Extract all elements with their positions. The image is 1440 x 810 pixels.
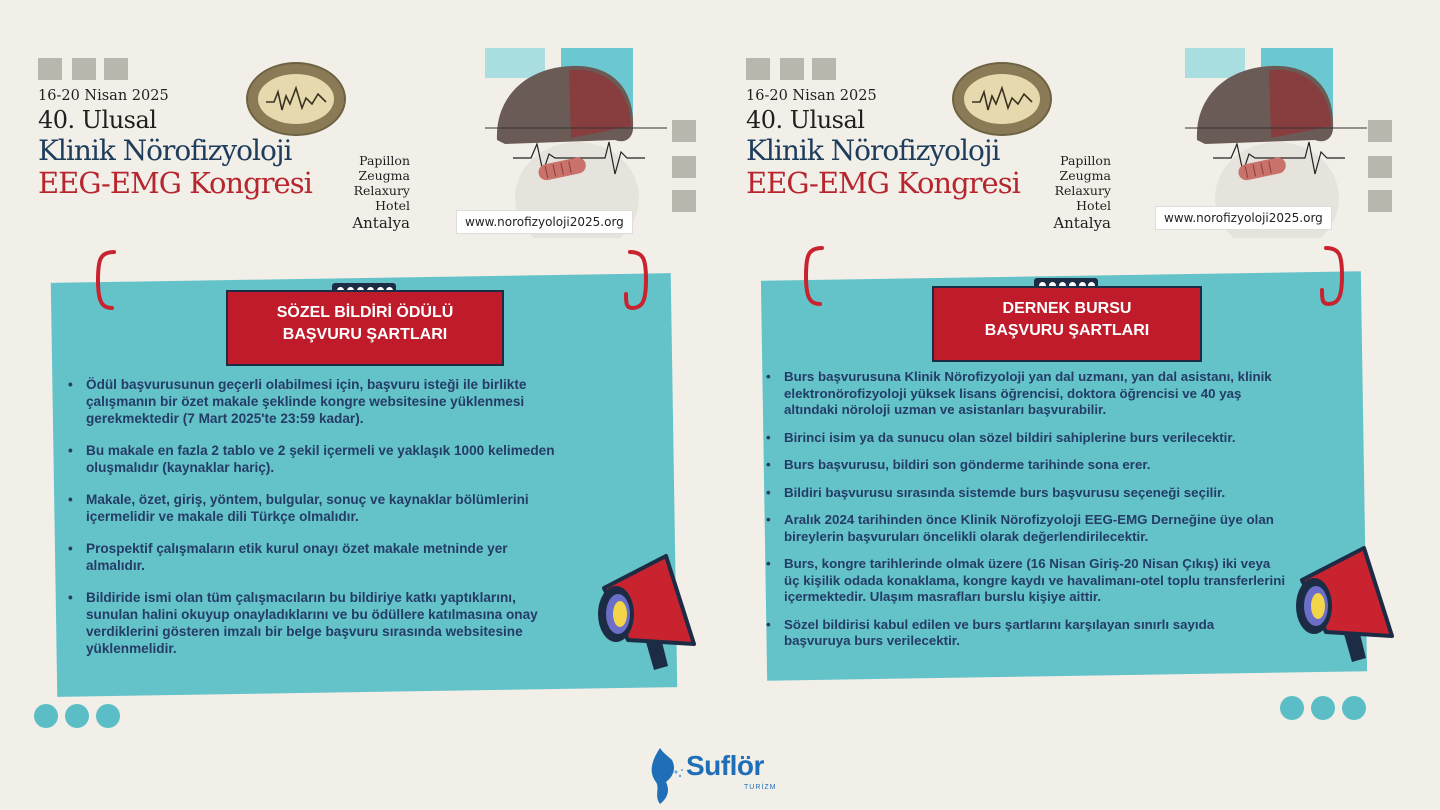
congress-title-line2: EEG-EMG Kongresi [746, 166, 1020, 200]
congress-edition: 40. Ulusal [746, 106, 865, 134]
website-url[interactable]: www.norofizyoloji2025.org [1155, 206, 1332, 230]
decor-square [104, 58, 128, 80]
list-item: • Bildiride ismi olan tüm çalışmacıların bu bildiriye katkı yaptıklarını, sunulan halini okuyup onayladıklarını ve bu ödüllere katılmasına onay verdiklerini gösteren imzalı bir belge başvuru sırasında websitesine yüklenmelidir. [68, 589, 568, 657]
paper-clip-icon [800, 242, 832, 310]
decor-dots [1280, 696, 1373, 724]
eeg-wave-icon [258, 74, 334, 124]
decor-dot [1280, 696, 1304, 720]
decor-square [672, 190, 696, 212]
decor-dot [34, 704, 58, 728]
paper-clip-icon [620, 246, 652, 314]
venue-city: Antalya [352, 214, 410, 232]
congress-title-line1: Klinik Nörofizyoloji [38, 134, 292, 167]
congress-title-line2: EEG-EMG Kongresi [38, 166, 312, 200]
left-panel [0, 0, 720, 740]
decor-dot [1342, 696, 1366, 720]
list-item: • Burs başvurusuna Klinik Nörofizyoloji yan dal uzmanı, yan dal asistanı, klinik elektronörofizyoloji yüksek lisans öğrencisi, doktora öğrencisi ve 40 yaş altındaki nöroloji uzman ve asistanları başvurabilir. [766, 369, 1286, 419]
venue-line: Relaxury [1054, 183, 1111, 198]
list-item: • Prospektif çalışmaların etik kurul onayı özet makale metninde yer almalıdır. [68, 540, 568, 574]
list-item: • Bu makale en fazla 2 tablo ve 2 şekil içermeli ve yaklaşık 1000 kelimeden oluşmalıdır (kaynaklar hariç). [68, 442, 598, 476]
megaphone-icon [1292, 540, 1402, 670]
association-logo [246, 62, 346, 136]
scholarship-requirements [766, 369, 1286, 650]
award-requirements [68, 376, 598, 657]
decor-square [746, 58, 770, 80]
association-logo-inner [964, 74, 1040, 124]
decor-square [72, 58, 96, 80]
decor-square [672, 120, 696, 142]
list-item: • Ödül başvurusunun geçerli olabilmesi için, başvuru isteği ile birlikte çalışmanın bir özet makale şeklinde kongre websitesine yüklenmesi gerekmektedir (7 Mart 2025'te 23:59 kadar). [68, 376, 598, 427]
venue-line: Hotel [375, 198, 410, 213]
venue-block [1031, 153, 1111, 231]
list-item: • Aralık 2024 tarihinden önce Klinik Nörofizyoloji EEG-EMG Derneğine üye olan bireylerin başvuruları öncelikli olarak değerlendirilecektir. [766, 512, 1286, 545]
venue-line: Papillon [359, 153, 410, 168]
award-title-line2: BAŞVURU ŞARTLARI [282, 326, 448, 343]
list-item: • Bildiri başvurusu sırasında sistemde burs başvurusu seçeneği seçilir. [766, 485, 1286, 502]
list-item: • Birinci isim ya da sunucu olan sözel bildiri sahiplerine burs verilecektir. [766, 430, 1286, 447]
face-profile-icon [646, 746, 686, 806]
list-item: • Sözel bildirisi kabul edilen ve burs şartlarını karşılayan sınırlı sayıda başvuruya burs verilecektir. [766, 617, 1256, 650]
venue-block [330, 153, 410, 231]
decor-square [780, 58, 804, 80]
award-title [226, 290, 504, 366]
congress-date: 16-20 Nisan 2025 [746, 88, 877, 104]
right-panel [708, 0, 1428, 740]
decor-square [38, 58, 62, 80]
venue-line: Zeugma [358, 168, 410, 183]
congress-edition: 40. Ulusal [38, 106, 157, 134]
scholarship-title-line1: DERNEK BURSU [1002, 300, 1132, 317]
association-logo-inner [258, 74, 334, 124]
scholarship-title-line2: BAŞVURU ŞARTLARI [984, 322, 1150, 339]
decor-square [812, 58, 836, 80]
decor-square [672, 156, 696, 178]
venue-line: Hotel [1076, 198, 1111, 213]
venue-line: Relaxury [353, 183, 410, 198]
congress-title-line1: Klinik Nörofizyoloji [746, 134, 1000, 167]
paper-clip-icon [1316, 242, 1348, 310]
list-item: • Burs başvurusu, bildiri son gönderme tarihinde sona erer. [766, 457, 1286, 474]
congress-date: 16-20 Nisan 2025 [38, 88, 169, 104]
decor-dot [65, 704, 89, 728]
list-item: • Makale, özet, giriş, yöntem, bulgular, sonuç ve kaynaklar bölümlerini içermelidir ve makale dili Türkçe olmalıdır. [68, 491, 598, 525]
brand-name: Suflör [686, 750, 764, 781]
scholarship-title [932, 286, 1202, 362]
venue-line: Papillon [1060, 153, 1111, 168]
decor-dots [34, 704, 127, 732]
award-title-line1: SÖZEL BİLDİRİ ÖDÜLÜ [276, 304, 454, 321]
decor-dot [96, 704, 120, 728]
venue-line: Zeugma [1059, 168, 1111, 183]
decor-dot [1311, 696, 1335, 720]
venue-city: Antalya [1053, 214, 1111, 232]
brand-subtitle: TURİZM [744, 784, 777, 791]
website-url[interactable]: www.norofizyoloji2025.org [456, 210, 633, 234]
association-logo [952, 62, 1052, 136]
brand-logo [646, 744, 786, 804]
paper-clip-icon [92, 246, 124, 314]
megaphone-icon [594, 548, 704, 678]
eeg-wave-icon [964, 74, 1040, 124]
list-item: • Burs, kongre tarihlerinde olmak üzere (16 Nisan Giriş-20 Nisan Çıkış) iki veya üç kişilik odada konaklama, kongre kaydı ve havalimanı-otel toplu transferlerini içermektedir. Ulaşım masrafları burslu kişiye aittir. [766, 556, 1286, 606]
